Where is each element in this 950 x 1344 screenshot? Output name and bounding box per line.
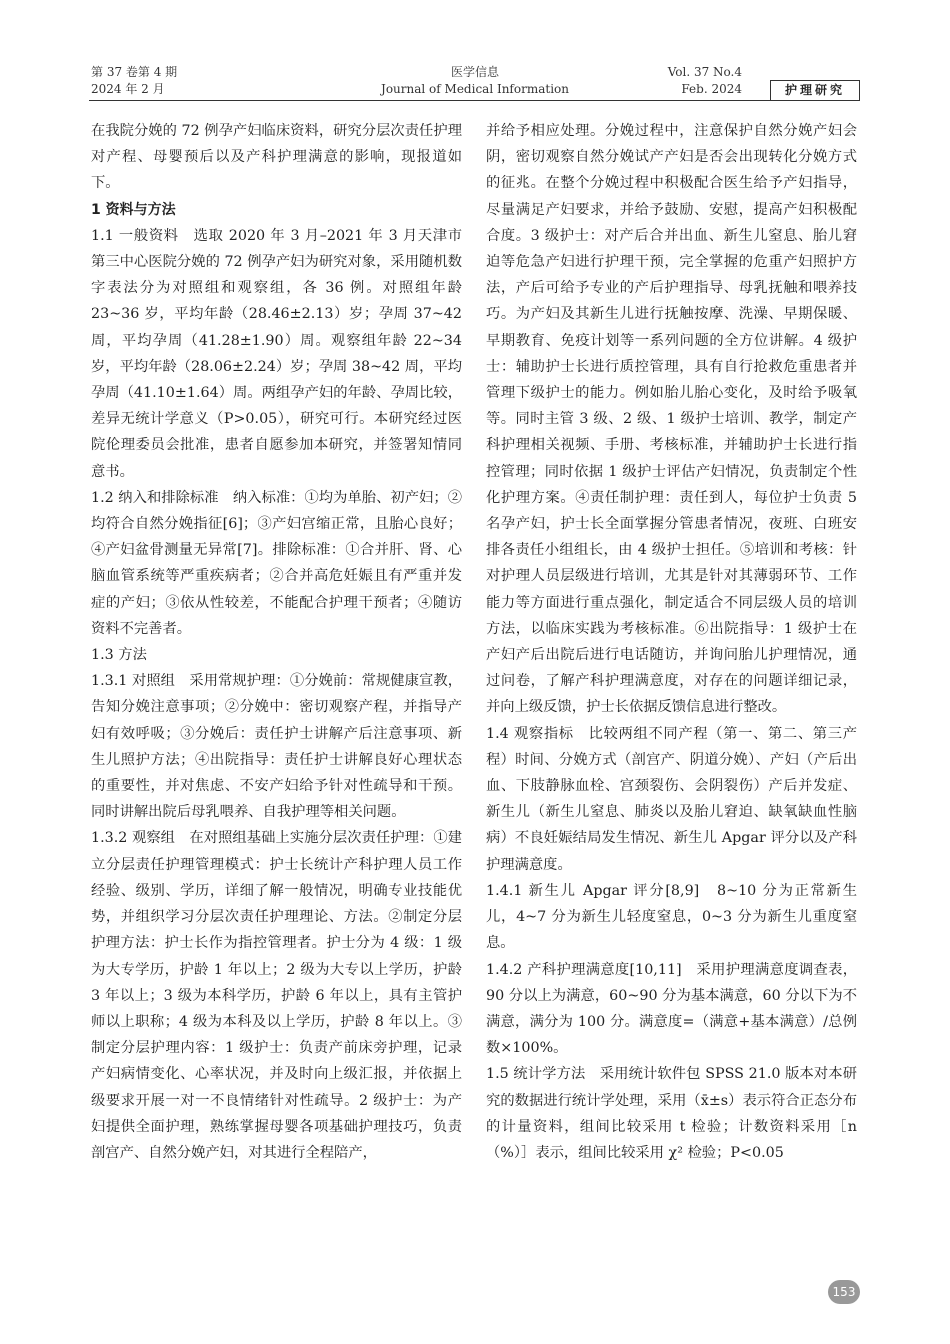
paragraph: 1.3.1 对照组 采用常规护理：①分娩前：常规健康宣教，告知分娩注意事项；②分娩中：密切观察产程，并指导产妇有效呼吸；③分娩后：责任护士讲解产后注意事项、新生儿照护方法；④出院指导：责任护士讲解良好心理状态的重要性，并对焦虑、不安产妇给予针对性疏导和干预。同时讲解出院后母乳喂养、自我护理等相关问题。 (91, 673, 462, 821)
paragraph: 1.1 一般资料 选取 2020 年 3 月–2021 年 3 月天津市第三中心医院分娩的 72 例孕产妇为研究对象，采用随机数字表法分为对照组和观察组，各 36 例。对照组年龄 23~36 岁，平均年龄（28.46±2.13）岁；孕周 37~42 周，平均孕周（41.28±1.90）周。观察组年龄 22~34 岁，平均年龄（28.06±2.24）岁；孕周 38~42 周，平均孕周（41.10±1.64）周。两组孕产妇的年龄、孕周比较，差异无统计学意义（P>0.05），研究可行。本研究经过医院伦理委员会批准，患者自愿参加本研究，并签署知情同意书。 (91, 227, 462, 480)
right-column (486, 118, 857, 1166)
journal-title-cn: 医学信息 (450, 65, 499, 79)
section-heading: 1 资料与方法 (91, 201, 176, 218)
paragraph: 1.4 观察指标 比较两组不同产程（第一、第二、第三产程）时间、分娩方式（剖宫产、阴道分娩）、产妇（产后出血、下肢静脉血栓、宫颈裂伤、会阴裂伤）产后并发症、新生儿（新生儿窒息、肺炎以及胎儿窘迫、缺氧缺血性脑病）不良妊娠结局发生情况、新生儿 Apgar 评分以及产科护理满意度。 (486, 725, 857, 873)
paragraph: 1.5 统计学方法 采用统计软件包 SPSS 21.0 版本对本研究的数据进行统计学处理，采用（x̄±s）表示符合正态分布的计量资料，组间比较采用 t 检验；计数资料采用［n（%）］表示，组间比较采用 χ² 检验；P<0.05 (486, 1066, 857, 1161)
header-rule (89, 100, 860, 101)
journal-volume-en (660, 64, 742, 98)
section-badge: 护理研究 (770, 80, 860, 101)
paragraph: 在我院分娩的 72 例孕产妇临床资料，研究分层次责任护理对产程、母婴预后以及产科护理满意的影响，现报道如下。 (91, 123, 462, 192)
date-cn: 2024 年 2 月 (91, 82, 165, 96)
left-column (91, 118, 462, 1166)
volume-issue-en: Vol. 37 No.4 (667, 65, 742, 79)
journal-title-en: Journal of Medical Information (381, 82, 569, 96)
volume-issue-cn: 第 37 卷第 4 期 (91, 65, 178, 79)
paragraph: 1.4.1 新生儿 Apgar 评分[8,9] 8~10 分为正常新生儿，4~7 分为新生儿轻度窒息，0~3 分为新生儿重度窒息。 (486, 882, 857, 952)
paragraph: 1.2 纳入和排除标准 纳入标准：①均为单胎、初产妇；②均符合自然分娩指征[6]；③产妇宫缩正常，且胎心良好；④产妇盆骨测量无异常[7]。排除标准：①合并肝、肾、心脑血管系统等严重疾病者；②合并高危妊娠且有严重并发症的产妇；③依从性较差，不能配合护理干预者；④随访资料不完善者。 (91, 489, 462, 637)
subsection-heading: 1.3 方法 (91, 647, 147, 664)
paragraph: 1.4.2 产科护理满意度[10,11] 采用护理满意度调查表，90 分以上为满意，60~90 分为基本满意，60 分以下为不满意，满分为 100 分。满意度=（满意+基本满意）/总例数×100%。 (486, 961, 857, 1057)
paragraph: 并给予相应处理。分娩过程中，注意保护自然分娩产妇会阴，密切观察自然分娩试产产妇是否会出现转化分娩方式的征兆。在整个分娩过程中积极配合医生给予产妇指导，尽量满足产妇要求，并给予鼓励、安慰，提高产妇积极配合度。3 级护士：对产后合并出血、新生儿窒息、胎儿窘迫等危急产妇进行护理干预，完全掌握的危重产妇照护方法，产后可给予专业的产后护理指导、母乳抚触和喂养技巧。为产妇及其新生儿进行抚触按摩、洗澡、早期保暖、早期教育、免疫计划等一系列问题的全方位讲解。4 级护士：辅助护士长进行质控管理，具有自行抢救危重患者并管理下级护士的能力。例如胎儿胎心变化，及时给予吸氧等。同时主管 3 级、2 级、1 级护士培训、教学，制定产科护理相关视频、手册、考核标准，并辅助护士长进行指控管理；同时依据 1 级护士评估产妇情况，负责制定个性化护理方案。④责任制护理：责任到人，每位护士负责 5 名孕产妇，护士长全面掌握分管患者情况，夜班、白班安排各责任小组组长，由 4 级护士担任。⑤培训和考核：针对护理人员层级进行培训，尤其是针对其薄弱环节、工作能力等方面进行重点强化，制定适合不同层级人员的培训方法，以临床实践为考核标准。⑥出院指导：1 级护士在产妇产后出院后进行电话随访，并询问胎儿护理情况，通过问卷，了解产科护理满意度，对存在的问题详细记录，并向上级反馈，护士长依据反馈信息进行整改。 (486, 123, 857, 716)
paragraph: 1.3.2 观察组 在对照组基础上实施分层次责任护理：①建立分层责任护理管理模式：护士长统计产科护理人员工作经验、级别、学历，详细了解一般情况，明确专业技能优势，并组织学习分层次责任护理理论、方法。②制定分层护理方法：护士长作为指控管理者。护士分为 4 级：1 级为大专学历，护龄 1 年以上；2 级为大专以上学历，护龄 3 年以上；3 级为本科学历，护龄 6 年以上，具有主管护师以上职称；4 级为本科及以上学历，护龄 8 年以上。③制定分层护理内容：1 级护士：负责产前床旁护理，记录产妇病情变化、心率状况，并及时向上级汇报，并依据上级要求开展一对一不良情绪针对性疏导。2 级护士：为产妇提供全面护理，熟练掌握母婴各项基础护理技巧，负责剖宫产、自然分娩产妇，对其进行全程陪产， (91, 830, 462, 1161)
date-en: Feb. 2024 (681, 82, 742, 96)
page-number: 153 (828, 1280, 860, 1304)
